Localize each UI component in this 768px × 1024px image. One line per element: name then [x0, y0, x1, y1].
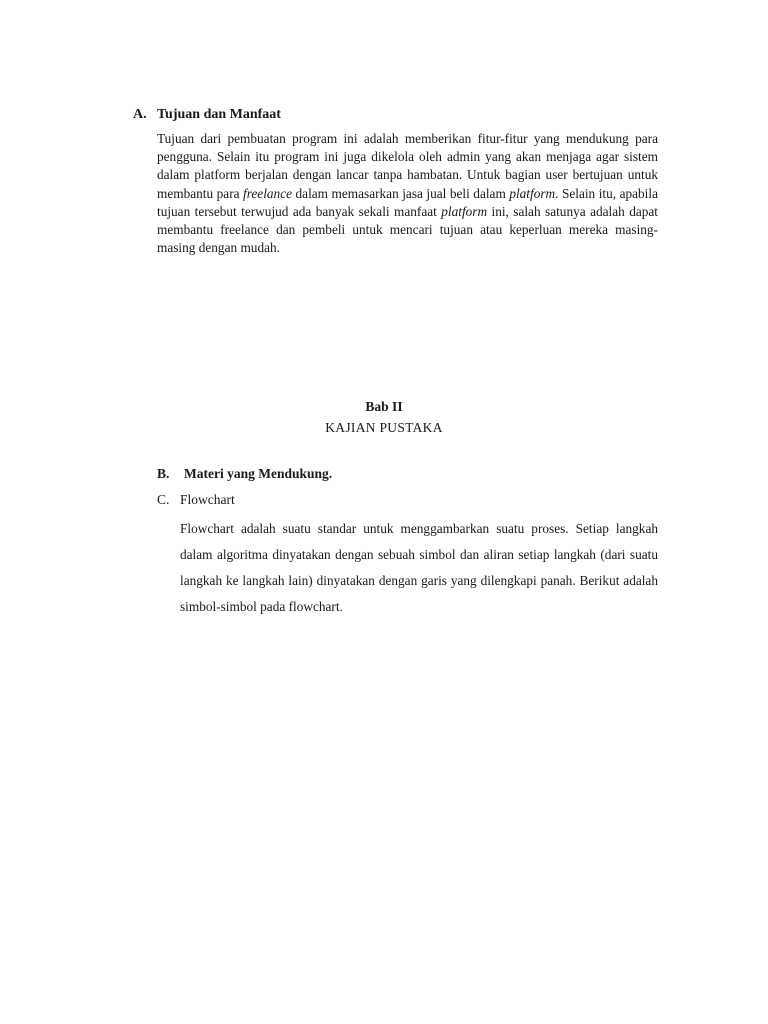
paragraph-segment: dalam memasarkan jasa jual beli dalam: [292, 185, 510, 201]
section-c-heading: [157, 491, 235, 509]
paragraph-segment: ini, salah satunya adalah dapat membantu freelance dan pembeli untuk mencari tujuan atau keperluan mereka masing-masing dengan mudah.: [157, 203, 658, 256]
section-a-heading: [133, 106, 281, 124]
paragraph-segment: Tujuan dari pembuatan program ini adalah memberikan fitur-fitur yang mendukung para pengguna. Selain itu program ini juga dikelola oleh admin yang akan menjaga agar sistem dalam platform berjalan dengan lancar tanpa hambatan. Untuk bagian user bertujuan untuk membantu para: [157, 131, 658, 201]
paragraph-segment: . Selain itu, apabila tujuan tersebut terwujud ada banyak sekali manfaat: [157, 185, 658, 219]
section-a-title: Tujuan dan Manfaat: [157, 107, 281, 122]
section-c-title: Flowchart: [180, 492, 235, 507]
section-a-paragraph: [157, 130, 658, 257]
section-b-heading: [157, 465, 332, 483]
section-a-marker: A.: [133, 107, 147, 122]
italic-term: platform: [441, 203, 488, 219]
section-b-marker: B.: [157, 466, 170, 481]
chapter-title: KAJIAN PUSTAKA: [325, 420, 443, 435]
section-c-marker: C.: [157, 492, 170, 507]
italic-term: platform: [509, 185, 556, 201]
section-c-paragraph: Flowchart adalah suatu standar untuk menggambarkan suatu proses. Setiap langkah dalam algoritma dinyatakan dengan sebuah simbol dan aliran setiap langkah (dari suatu langkah ke langkah lain) dinyatakan dengan garis yang dilengkapi panah. Berikut adalah simbol-simbol pada flowchart.: [180, 521, 658, 614]
chapter-label: Bab II: [365, 399, 403, 414]
section-b-title: Materi yang Mendukung.: [184, 466, 333, 481]
italic-term: freelance: [243, 185, 293, 201]
